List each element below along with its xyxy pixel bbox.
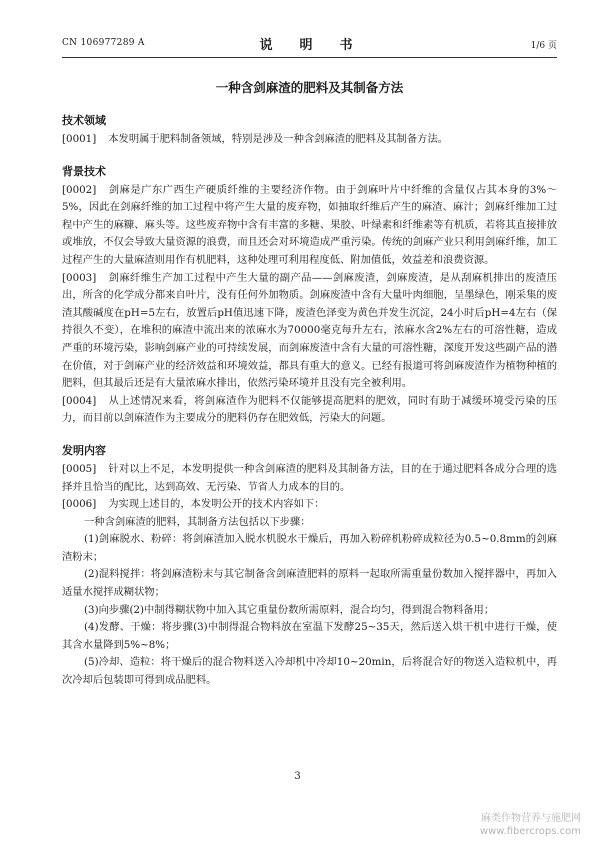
paragraph-number: [0001]: [62, 133, 97, 145]
page-of-total: 1/6 页: [530, 41, 557, 51]
paragraph-0003: [62, 270, 557, 393]
paragraph-text: 针对以上不足，本发明提供一种含剑麻渣的肥料及其制备方法，目的在于通过肥料各成分合理的选择并且恰当的配比，达到高效、无污染、节省人力成本的目的。: [62, 462, 557, 493]
publication-number: CN 106977289 A: [62, 38, 145, 48]
paragraph-0005: [62, 461, 557, 496]
paragraph-text: 剑麻纤维生产加工过程中产生大量的副产品——剑麻废渣，剑麻废渣，是从刮麻机排出的废渣压出，所含的化学成分都来自叶片，没有任何外加物质。剑麻废渣中含有大量叶肉细胞，呈墨绿色，刚采集的废渣其酸碱度在pH=5左右，放置后pH值迅速下降，废渣色泽变为黄色并发生沉淀，24小时后pH=4左右（保持很久不变），在堆积的麻渣中流出来的浓麻水为70000毫克每升左右，浓麻水含2%左右的可溶性糖，造成严重的环境污染，影响剑麻产业的可持续发展，而剑麻废渣中含有大量的可溶性糖，深度开发这些副产品的潜在价值，对于剑麻产业的经济效益和环境效益，都具有重大的意义。已经有报道可将剑麻废渣作为植物种植的肥料，但其最后还是有大量浓麻水排出，依然污染环境并且没有完全被利用。: [62, 271, 557, 390]
paragraph-number: [0002]: [62, 183, 97, 196]
step-4: (4)发酵、干燥：将步骤(3)中制得混合物料放在室温下发酵25~35天，然后送入烘干机中进行干燥，使其含水量降到5%~8%；: [62, 621, 557, 651]
invention-title: 一种含剑麻渣的肥料及其制备方法: [215, 80, 404, 95]
document-type: 说 明 书: [259, 38, 360, 53]
paragraph-0004: [62, 393, 557, 428]
method-intro: 一种含剑麻渣的肥料，其制备方法包括以下步骤：: [84, 515, 311, 528]
paragraph-0006: [62, 496, 557, 514]
section-heading-summary: 发明内容: [62, 443, 106, 457]
paragraph-text: 为实现上述目的，本发明公开的技术内容如下：: [108, 498, 325, 511]
watermark: [480, 812, 581, 838]
paragraph-text: 剑麻是广东广西生产硬质纤维的主要经济作物。由于剑麻叶片中纤维的含量仅占其本身的3%～5%，因此在剑麻纤维的加工过程中将产生大量的废弃物，如抽取纤维后产生的麻渣、麻汁；剑麻纤维加工过程中产生的麻糠、麻头等。这些废弃物中含有丰富的多糖、果胶、叶绿素和纤维素等有机质，若将其直接排放或堆放，不仅会导致大量资源的浪费，而且还会对环境造成严重污染。传统的剑麻产业只利用剑麻纤维，加工过程产生的大量麻渣则用作有机肥料，这种处理可利用程度低、附加值低，效益差和浪费资源。: [62, 183, 557, 266]
document-body: [62, 112, 557, 690]
paragraph-text: 从上述情况来看，将剑麻渣作为肥料不仅能够提高肥料的肥效，同时有助于减缓环境受污染的压力，而目前以剑麻渣作为主要成分的肥料仍存在肥效低，污染大的问题。: [62, 394, 557, 425]
paragraph-number: [0004]: [62, 394, 97, 407]
watermark-url: www.fibercrops.com: [479, 826, 581, 837]
paragraph-text: 本发明属于肥料制备领域，特别是涉及一种含剑麻渣的肥料及其制备方法。: [108, 133, 449, 145]
header-rule: [62, 57, 557, 58]
section-heading-field: 技术领域: [62, 114, 106, 127]
step-5: (5)冷却、造粒：将干燥后的混合物料送入冷却机中冷却10~20min，后将混合好的物送入造粒机中，再次冷却后包装即可得到成品肥料。: [62, 656, 557, 687]
paragraph-0002: [62, 182, 557, 270]
step-3: (3)向步骤(2)中制得糊状物中加入其它重量份数所需原料，混合均匀，得到混合物料备用；: [84, 603, 495, 616]
paragraph-number: [0005]: [62, 462, 97, 475]
paragraph-0001: [62, 131, 557, 149]
paragraph-number: [0006]: [62, 498, 97, 511]
step-1: (1)剑麻脱水、粉碎：将剑麻渣加入脱水机脱水干燥后，再加入粉碎机粉碎成粒径为0.5~0.8mm的剑麻渣粉末；: [62, 533, 557, 563]
paragraph-number: [0003]: [62, 271, 97, 284]
step-2: (2)混料搅拌：将剑麻渣粉末与其它制备含剑麻渣肥料的原料一起取所需重量份数加入搅拌器中，再加入适量水搅拌成糊状物；: [62, 568, 557, 599]
section-heading-background: 背景技术: [62, 164, 106, 178]
watermark-site-name: 麻类作物营养与施肥网: [481, 813, 581, 824]
page-number: 3: [294, 771, 301, 782]
page-header: [62, 34, 557, 54]
